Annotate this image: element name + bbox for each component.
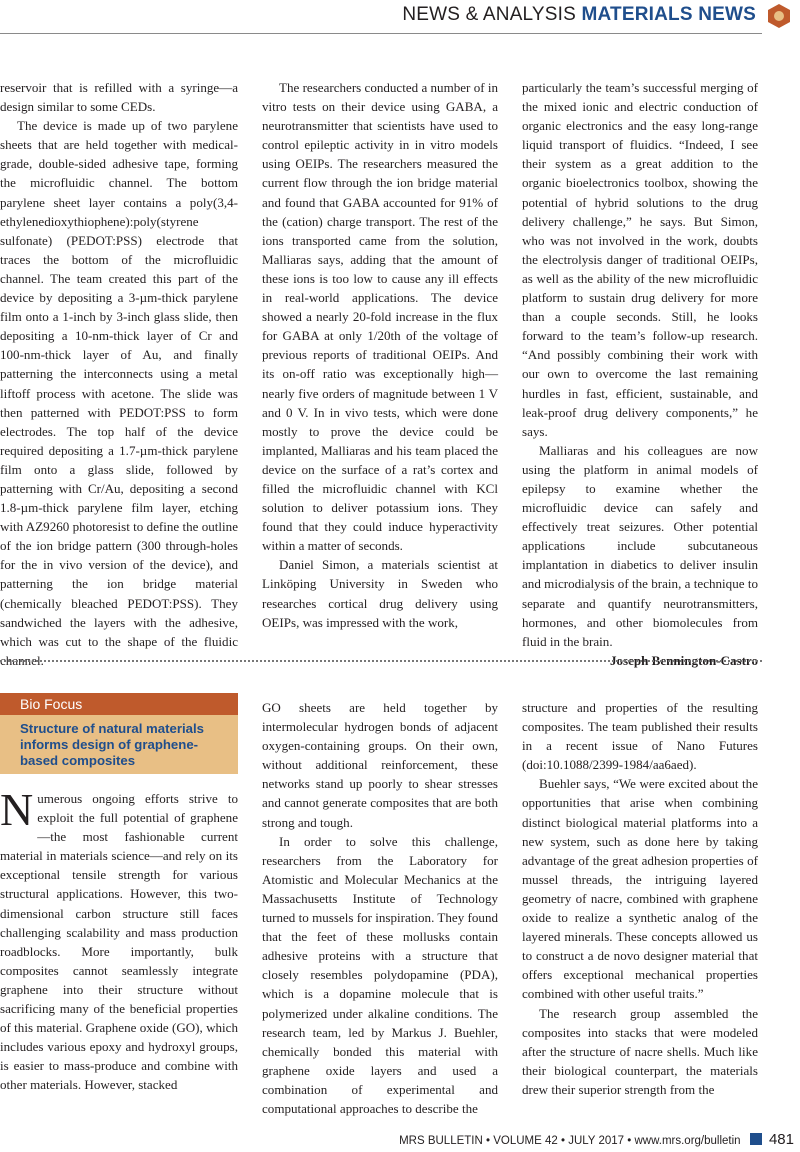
top-article-column-3 <box>522 78 758 670</box>
top-article-column-1 <box>0 78 238 670</box>
bio-focus-tab <box>0 693 238 715</box>
issue-date: JULY 2017 <box>568 1135 625 1147</box>
journal-url[interactable]: www.mrs.org/bulletin <box>634 1135 741 1147</box>
bottom-article-column-2 <box>262 698 498 1118</box>
section-label: NEWS & ANALYSIS <box>402 4 577 25</box>
square-bullet-icon <box>750 1133 762 1145</box>
paragraph: reservoir that is refilled with a syringe—a design similar to some CEDs. <box>0 80 238 115</box>
author-byline: Joseph Bennington-Castro <box>609 652 758 668</box>
paragraph: Daniel Simon, a materials scientist at Linköping University in Sweden who researches cortical drug delivery using OEIPs, was impressed with the work, <box>262 557 498 630</box>
section-divider <box>0 660 762 662</box>
bio-focus-headline-box <box>0 715 238 774</box>
running-head <box>402 4 756 26</box>
top-article-column-2 <box>262 78 498 632</box>
bottom-article-column-1 <box>0 784 238 1095</box>
header-rule <box>0 33 762 34</box>
paragraph: particularly the team’s successful merging of the mixed ionic and electric conduction of organic electronics and the easy long-range liquid transport of fluidics. “Indeed, I see their system as a great addition to the organic bioelectronics toolbox, showing the potential of hybrid solutions to the drug delivery challenge,” he says. But Simon, who was not involved in the work, doubts the electrolysis danger of traditional OEIPs, as well as the ability of the new microfluidic platform to sustain drug delivery for more than a couple seconds. Still, he looks forward to the team’s follow-up research. “And possibly combining their work with our own to overcome the last remaining hurdles in fast, efficient, sustainable, and leak-proof drug delivery components,” he says. <box>522 80 758 439</box>
paragraph: structure and properties of the resulting composites. The team published their results in a recent issue of Nano Futures (doi:10.1088/2399-1984/aa6aed). <box>522 700 758 773</box>
hexagon-logo-icon <box>766 3 792 29</box>
bottom-article-column-3 <box>522 698 758 1099</box>
page-header <box>0 0 800 34</box>
bio-focus-label: Bio Focus <box>20 696 83 712</box>
paragraph: Buehler says, “We were excited about the opportunities that arise when combining distinct biological material platforms into a new system, such as done here by taking advantage of the great adhesion properties of mussel threads, the intriguing layered geometry of nacre, combined with graphene oxide to realize a synthetic analog of the layered minerals. These concepts allowed us to construct a de novo designer material that offers exceptional mechanical properties combined with other useful traits.” <box>522 776 758 1002</box>
section-title: MATERIALS NEWS <box>581 4 756 25</box>
paragraph: GO sheets are held together by intermolecular hydrogen bonds of adjacent oxygen-containing groups. On their own, without additional reinforcement, these networks stand up poorly to shear stresses and cannot generate composites that are both strong and tough. <box>262 700 498 830</box>
paragraph <box>0 784 238 1095</box>
paragraph: The research group assembled the composites into stacks that were modeled after the structure of nacre shells. Much like their biological counterpart, the materials drew their superior strength from the <box>522 1005 758 1097</box>
paragraph-text: umerous ongoing efforts strive to exploit the full potential of graphene—the most fashionable current material in materials science—and rely on its exceptional tensile strength for various structural applications. However, this two-dimensional carbon structure still faces challenging scalability and mass production roadblocks. More importantly, bulk composites cannot seamlessly integrate graphene into their structure without sacrificing many of the beneficial properties of this material. Graphene oxide (GO), which includes various epoxy and hydroxyl groups, is easier to mass-produce and combine with other materials. However, stacked <box>0 791 238 1093</box>
drop-cap: N <box>0 784 34 835</box>
paragraph: In order to solve this challenge, researchers from the Laboratory for Atomistic and Molecular Mechanics at the Massachusetts Institute of Technology turned to mussels for inspiration. They found that the feet of these mollusks contain adhesive proteins with a structure that closely resembles polydopamine (PDA), which is a dopamine molecule that is polymerized under alkaline conditions. The research team, led by Markus J. Buehler, chemically bonded this material with graphene oxide layers and used a combination of experimental and computational approaches to describe the <box>262 833 498 1116</box>
paragraph: The device is made up of two parylene sheets that are held together with medical-grade, double-sided adhesive tape, forming the microfluidic channel. The bottom parylene sheet layer contains a poly(3,4-ethylenedioxythiophene):poly(styrene sulfonate) (PEDOT:PSS) electrode that traces the bottom of the microfluidic channel. The team created this part of the device by depositing a 3-µm-thick parylene film onto a 1-inch by 3-inch glass slide, then depositing a 10-nm-thick layer of Cr and 100-nm-thick layer of Au, and finally patterning the interconnects using a metal liftoff process with acetone. The slide was then patterned with PEDOT:PSS to form electrodes. The top half of the device required depositing a 1.7-µm-thick parylene film onto a glass slide, followed by patterning with Cr/Au, depositing a second 1.8-µm-thick parylene film layer, etching with AZ9260 photoresist to define the outline of the ion bridge pattern (300 through-holes for the in vivo version of the device), and patterning the ion bridge material (chemically bleached PEDOT:PSS). They sandwiched the layers with the adhesive, which was cut to the shape of the fluidic channel. <box>0 118 238 668</box>
article-headline: Structure of natural materials informs design of graphene-based composites <box>20 721 204 768</box>
paragraph: Malliaras and his colleagues are now using the platform in animal models of epilepsy to examine whether the microfluidic device can safely and effectively treat seizures. Other potential applications include subcutaneous implantation in diabetics to deliver insulin and microdialysis of the brain, a technique to separate and quantify neurotransmitters, hormones, and other biomolecules from fluid in the brain. <box>522 442 758 649</box>
paragraph: The researchers conducted a number of in vitro tests on their device using GABA, a neurotransmitter that scientists have used to control epileptic activity in in vitro models using OEIPs. The researchers measured the current flow through the ion bridge material and found that GABA accounted for 91% of the (cation) charge transport. The rest of the ions transported came from the solution, Malliaras says, adding that the amount of these ions is too low to cause any ill effects in real-world applications. The device showed a nearly 20-fold increase in the flux for GABA at only 1/20th of the voltage of previous reports of traditional OEIPs. And its on-off ratio was exceptionally high—nearly five orders of magnitude between 1 V and 0 V. In in vivo tests, which were done mostly to prove the device could be implanted, Malliaras and his team placed the device on the surface of a rat’s cortex and filled the microfluidic channel with KCl solution to deliver potassium ions. They found that they could induce hyperactivity within a matter of seconds. <box>262 80 498 554</box>
page-number: 481 <box>768 1131 794 1148</box>
page-footer: MRS BULLETIN • VOLUME 42 • JULY 2017 • www.mrs.org/bulletin 481 <box>399 1131 794 1148</box>
volume: VOLUME 42 <box>493 1135 558 1147</box>
journal-name: MRS BULLETIN <box>399 1135 483 1147</box>
